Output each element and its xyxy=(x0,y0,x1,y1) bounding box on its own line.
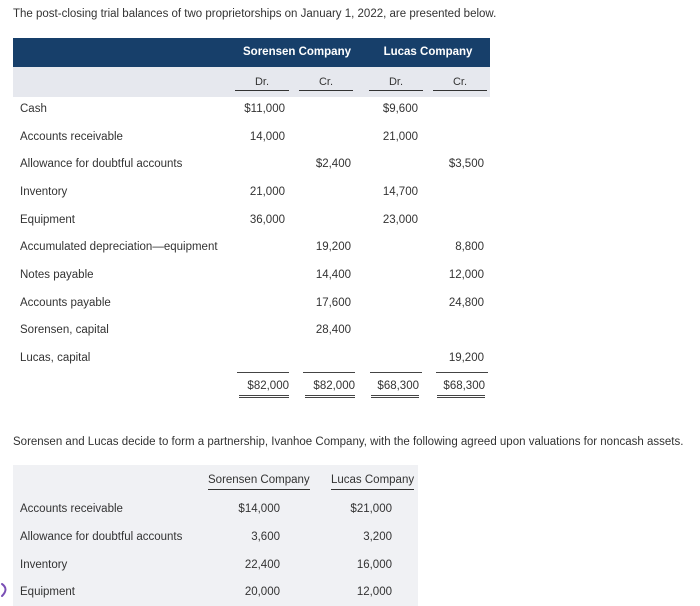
header-sorensen-company: Sorensen Company xyxy=(243,46,351,58)
lucas-cr-value: 24,800 xyxy=(448,297,484,309)
lucas-cr-value: 8,800 xyxy=(455,241,484,253)
sorensen-valuation: 22,400 xyxy=(244,559,280,571)
trial-balance-header xyxy=(13,38,490,67)
table-row xyxy=(13,265,490,285)
table-row xyxy=(13,210,490,230)
table-row xyxy=(13,237,490,257)
row-label: Notes payable xyxy=(20,269,94,281)
lucas-cr-value: 12,000 xyxy=(448,269,484,281)
row-label: Accounts receivable xyxy=(20,131,123,143)
sorensen-cr-value: $2,400 xyxy=(315,158,351,170)
sorensen-valuation: $14,000 xyxy=(238,503,280,515)
valuation-header-sorensen: Sorensen Company xyxy=(208,473,310,490)
lucas-dr-header: Dr. xyxy=(369,75,423,91)
table-row xyxy=(13,127,490,147)
subtotal-rule xyxy=(237,372,289,373)
row-label: Equipment xyxy=(20,586,75,598)
table-row xyxy=(13,348,490,368)
sorensen-cr-value: 14,400 xyxy=(315,269,351,281)
sorensen-cr-value: 28,400 xyxy=(315,324,351,336)
sorensen-cr-total: $82,000 xyxy=(305,378,355,398)
sorensen-cr-value: 17,600 xyxy=(315,297,351,309)
sorensen-cr-value: 19,200 xyxy=(315,241,351,253)
table-row xyxy=(13,555,418,575)
lucas-valuation: $21,000 xyxy=(350,503,392,515)
table-row xyxy=(13,154,490,174)
row-label: Sorensen, capital xyxy=(20,324,109,336)
valuation-header-lucas: Lucas Company xyxy=(331,473,414,490)
table-row xyxy=(13,182,490,202)
lucas-cr-header: Cr. xyxy=(433,75,487,91)
partnership-description: Sorensen and Lucas decide to form a partnership, Ivanhoe Company, with the following agreed upon valuations for noncash assets. xyxy=(13,436,684,448)
sorensen-dr-header: Dr. xyxy=(235,75,289,91)
trial-balance-subheader xyxy=(13,67,490,97)
table-row xyxy=(13,293,490,313)
table-row xyxy=(13,499,418,519)
row-label: Inventory xyxy=(20,559,68,571)
row-label: Lucas, capital xyxy=(20,352,91,364)
lucas-dr-total: $68,300 xyxy=(371,378,419,398)
lucas-dr-value: 23,000 xyxy=(382,214,418,226)
sorensen-dr-value: 36,000 xyxy=(249,214,285,226)
intro-text: The post-closing trial balances of two proprietorships on January 1, 2022, are presented below. xyxy=(13,8,497,20)
row-label: Equipment xyxy=(20,214,75,226)
row-label: Accounts payable xyxy=(20,297,111,309)
lucas-cr-value: $3,500 xyxy=(448,158,484,170)
sorensen-valuation: 20,000 xyxy=(244,586,280,598)
lucas-dr-value: $9,600 xyxy=(382,103,418,115)
subtotal-rule xyxy=(303,372,355,373)
row-label: Cash xyxy=(20,103,47,115)
row-label: Allowance for doubtful accounts xyxy=(20,531,183,543)
row-label: Allowance for doubtful accounts xyxy=(20,158,183,170)
edit-cursor-icon xyxy=(0,578,14,600)
table-row xyxy=(13,582,418,602)
subtotal-rule xyxy=(436,372,488,373)
lucas-dr-value: 14,700 xyxy=(382,186,418,198)
row-label: Inventory xyxy=(20,186,68,198)
lucas-valuation: 16,000 xyxy=(356,559,392,571)
table-row xyxy=(13,320,490,340)
totals-row xyxy=(13,378,490,398)
subtotal-rule xyxy=(370,372,422,373)
lucas-cr-value: 19,200 xyxy=(448,352,484,364)
sorensen-valuation: 3,600 xyxy=(251,531,280,543)
sorensen-cr-header: Cr. xyxy=(299,75,353,91)
table-row xyxy=(13,527,418,547)
lucas-valuation: 12,000 xyxy=(356,586,392,598)
table-row xyxy=(13,99,490,119)
row-label: Accumulated depreciation—equipment xyxy=(20,241,218,253)
sorensen-dr-total: $82,000 xyxy=(239,378,289,398)
valuations-table xyxy=(13,465,418,606)
lucas-valuation: 3,200 xyxy=(363,531,392,543)
lucas-dr-value: 21,000 xyxy=(382,131,418,143)
header-lucas-company: Lucas Company xyxy=(383,46,473,58)
row-label: Accounts receivable xyxy=(20,503,123,515)
lucas-cr-total: $68,300 xyxy=(437,378,485,398)
sorensen-dr-value: 21,000 xyxy=(249,186,285,198)
sorensen-dr-value: 14,000 xyxy=(249,131,285,143)
sorensen-dr-value: $11,000 xyxy=(244,103,285,115)
